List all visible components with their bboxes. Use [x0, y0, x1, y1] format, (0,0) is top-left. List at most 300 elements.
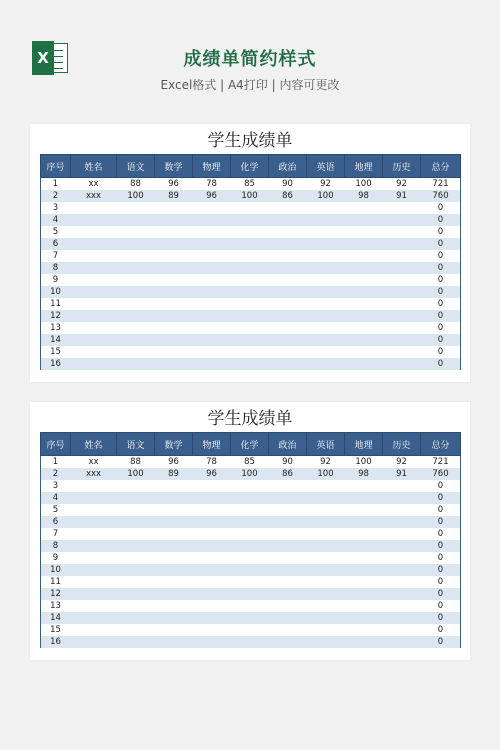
- table-cell[interactable]: [269, 540, 307, 552]
- table-cell[interactable]: [345, 624, 383, 636]
- table-cell[interactable]: [307, 552, 345, 564]
- table-cell[interactable]: [117, 298, 155, 310]
- table-cell[interactable]: [383, 504, 421, 516]
- table-cell[interactable]: [345, 600, 383, 612]
- table-cell[interactable]: 98: [345, 468, 383, 480]
- table-cell[interactable]: [193, 346, 231, 358]
- table-cell[interactable]: 0: [421, 492, 461, 504]
- table-cell[interactable]: [155, 202, 193, 214]
- table-cell[interactable]: [117, 214, 155, 226]
- table-cell[interactable]: [231, 516, 269, 528]
- table-cell[interactable]: 6: [41, 238, 71, 250]
- table-cell[interactable]: [383, 516, 421, 528]
- table-cell[interactable]: [307, 480, 345, 492]
- table-cell[interactable]: [345, 636, 383, 648]
- table-cell[interactable]: [307, 540, 345, 552]
- table-cell[interactable]: [117, 322, 155, 334]
- table-cell[interactable]: [117, 334, 155, 346]
- table-cell[interactable]: [231, 576, 269, 588]
- table-cell[interactable]: [117, 588, 155, 600]
- table-cell[interactable]: [71, 552, 117, 564]
- table-cell[interactable]: 0: [421, 552, 461, 564]
- table-cell[interactable]: 0: [421, 516, 461, 528]
- table-cell[interactable]: [71, 564, 117, 576]
- table-cell[interactable]: [345, 516, 383, 528]
- table-cell[interactable]: xx: [88, 179, 99, 189]
- table-cell[interactable]: [117, 624, 155, 636]
- table-cell[interactable]: [383, 334, 421, 346]
- table-cell[interactable]: [269, 576, 307, 588]
- table-cell[interactable]: [193, 528, 231, 540]
- table-cell[interactable]: [231, 588, 269, 600]
- table-cell[interactable]: 96: [168, 179, 179, 189]
- table-cell[interactable]: [345, 576, 383, 588]
- table-cell[interactable]: [155, 214, 193, 226]
- table-cell[interactable]: [155, 322, 193, 334]
- table-cell[interactable]: [117, 612, 155, 624]
- table-cell[interactable]: [231, 528, 269, 540]
- table-cell[interactable]: 5: [41, 226, 71, 238]
- table-cell[interactable]: 15: [41, 346, 71, 358]
- table-cell[interactable]: 6: [41, 516, 71, 528]
- table-cell[interactable]: 85: [244, 179, 255, 189]
- table-cell[interactable]: [71, 226, 117, 238]
- table-cell[interactable]: 0: [421, 636, 461, 648]
- table-cell[interactable]: [307, 528, 345, 540]
- table-cell[interactable]: [269, 624, 307, 636]
- table-cell[interactable]: [231, 358, 269, 370]
- table-cell[interactable]: 2: [41, 190, 71, 202]
- table-cell[interactable]: [71, 624, 117, 636]
- table-cell[interactable]: [345, 540, 383, 552]
- table-cell[interactable]: [269, 262, 307, 274]
- table-cell[interactable]: 1: [41, 178, 71, 191]
- table-cell[interactable]: [307, 612, 345, 624]
- table-cell[interactable]: 0: [421, 238, 461, 250]
- table-cell[interactable]: [193, 564, 231, 576]
- table-cell[interactable]: [117, 480, 155, 492]
- table-cell[interactable]: [117, 492, 155, 504]
- table-cell[interactable]: [383, 238, 421, 250]
- table-cell[interactable]: [193, 226, 231, 238]
- table-cell[interactable]: [307, 262, 345, 274]
- table-cell[interactable]: [231, 226, 269, 238]
- table-cell[interactable]: 0: [421, 504, 461, 516]
- table-cell[interactable]: [71, 310, 117, 322]
- table-cell[interactable]: [307, 504, 345, 516]
- table-cell[interactable]: [155, 564, 193, 576]
- table-cell[interactable]: [307, 492, 345, 504]
- table-cell[interactable]: [269, 564, 307, 576]
- table-cell[interactable]: [117, 226, 155, 238]
- table-cell[interactable]: [269, 528, 307, 540]
- table-cell[interactable]: 2: [41, 468, 71, 480]
- table-cell[interactable]: 0: [421, 202, 461, 214]
- table-cell[interactable]: 89: [155, 190, 193, 202]
- table-cell[interactable]: [383, 358, 421, 370]
- table-cell[interactable]: [71, 322, 117, 334]
- table-cell[interactable]: [71, 528, 117, 540]
- table-cell[interactable]: [193, 516, 231, 528]
- table-cell[interactable]: [383, 250, 421, 262]
- table-cell[interactable]: [269, 310, 307, 322]
- table-cell[interactable]: 10: [41, 286, 71, 298]
- table-cell[interactable]: [269, 298, 307, 310]
- table-cell[interactable]: 0: [421, 528, 461, 540]
- table-cell[interactable]: [345, 358, 383, 370]
- table-cell[interactable]: 760: [421, 468, 461, 480]
- table-cell[interactable]: [71, 636, 117, 648]
- table-cell[interactable]: [193, 214, 231, 226]
- table-cell[interactable]: 12: [41, 310, 71, 322]
- table-cell[interactable]: 721: [421, 178, 461, 191]
- table-cell[interactable]: 90: [282, 457, 293, 467]
- table-cell[interactable]: 760: [421, 190, 461, 202]
- table-cell[interactable]: [155, 346, 193, 358]
- table-cell[interactable]: [71, 238, 117, 250]
- table-cell[interactable]: [231, 334, 269, 346]
- table-cell[interactable]: [231, 274, 269, 286]
- table-cell[interactable]: [269, 588, 307, 600]
- table-cell[interactable]: [155, 636, 193, 648]
- table-cell[interactable]: [193, 624, 231, 636]
- table-cell[interactable]: 100: [231, 468, 269, 480]
- table-cell[interactable]: 4: [41, 214, 71, 226]
- table-cell[interactable]: [231, 250, 269, 262]
- table-cell[interactable]: [117, 250, 155, 262]
- table-cell[interactable]: [345, 492, 383, 504]
- table-cell[interactable]: [383, 624, 421, 636]
- table-cell[interactable]: [269, 202, 307, 214]
- table-cell[interactable]: [307, 274, 345, 286]
- table-cell[interactable]: 0: [421, 576, 461, 588]
- table-cell[interactable]: [345, 552, 383, 564]
- table-cell[interactable]: [193, 600, 231, 612]
- table-cell[interactable]: [193, 274, 231, 286]
- table-cell[interactable]: 0: [421, 624, 461, 636]
- table-cell[interactable]: [383, 636, 421, 648]
- table-cell[interactable]: [307, 322, 345, 334]
- table-cell[interactable]: 5: [41, 504, 71, 516]
- table-cell[interactable]: [231, 564, 269, 576]
- table-cell[interactable]: [383, 612, 421, 624]
- table-cell[interactable]: [71, 262, 117, 274]
- table-cell[interactable]: [345, 262, 383, 274]
- table-cell[interactable]: 0: [421, 564, 461, 576]
- table-cell[interactable]: 78: [206, 179, 217, 189]
- table-cell[interactable]: [193, 492, 231, 504]
- table-cell[interactable]: 12: [41, 588, 71, 600]
- table-cell[interactable]: [71, 612, 117, 624]
- table-cell[interactable]: [307, 346, 345, 358]
- table-cell[interactable]: 0: [421, 588, 461, 600]
- table-cell[interactable]: [155, 480, 193, 492]
- table-cell[interactable]: [231, 202, 269, 214]
- table-cell[interactable]: 100: [231, 190, 269, 202]
- table-cell[interactable]: [383, 564, 421, 576]
- table-cell[interactable]: 92: [320, 179, 331, 189]
- table-cell[interactable]: [155, 492, 193, 504]
- table-cell[interactable]: [383, 214, 421, 226]
- table-cell[interactable]: [155, 600, 193, 612]
- table-cell[interactable]: [155, 576, 193, 588]
- table-cell[interactable]: [155, 238, 193, 250]
- table-cell[interactable]: 100: [117, 468, 155, 480]
- table-cell[interactable]: [117, 286, 155, 298]
- table-cell[interactable]: [383, 262, 421, 274]
- table-cell[interactable]: 90: [282, 179, 293, 189]
- table-cell[interactable]: [117, 564, 155, 576]
- table-cell[interactable]: [383, 528, 421, 540]
- table-cell[interactable]: [383, 274, 421, 286]
- table-cell[interactable]: [71, 504, 117, 516]
- table-cell[interactable]: [71, 600, 117, 612]
- table-cell[interactable]: [71, 480, 117, 492]
- table-cell[interactable]: [117, 504, 155, 516]
- table-cell[interactable]: 0: [421, 540, 461, 552]
- table-cell[interactable]: [155, 504, 193, 516]
- table-cell[interactable]: [269, 346, 307, 358]
- table-cell[interactable]: 13: [41, 322, 71, 334]
- table-cell[interactable]: [193, 588, 231, 600]
- table-cell[interactable]: [383, 346, 421, 358]
- table-cell[interactable]: 78: [206, 457, 217, 467]
- table-cell[interactable]: [117, 274, 155, 286]
- table-cell[interactable]: [231, 600, 269, 612]
- table-cell[interactable]: [117, 576, 155, 588]
- table-cell[interactable]: [193, 612, 231, 624]
- table-cell[interactable]: [307, 624, 345, 636]
- table-cell[interactable]: [345, 504, 383, 516]
- table-cell[interactable]: 3: [41, 202, 71, 214]
- table-cell[interactable]: [383, 600, 421, 612]
- table-cell[interactable]: [383, 322, 421, 334]
- table-cell[interactable]: [193, 250, 231, 262]
- table-cell[interactable]: [193, 636, 231, 648]
- table-cell[interactable]: [269, 358, 307, 370]
- table-cell[interactable]: [269, 600, 307, 612]
- table-cell[interactable]: 13: [41, 600, 71, 612]
- table-cell[interactable]: xxx: [71, 468, 117, 480]
- table-cell[interactable]: [117, 202, 155, 214]
- table-cell[interactable]: 100: [307, 190, 345, 202]
- table-cell[interactable]: [383, 202, 421, 214]
- table-cell[interactable]: 0: [421, 358, 461, 370]
- table-cell[interactable]: [345, 226, 383, 238]
- table-cell[interactable]: [117, 540, 155, 552]
- table-cell[interactable]: xx: [88, 457, 99, 467]
- table-cell[interactable]: [231, 238, 269, 250]
- table-cell[interactable]: 89: [155, 468, 193, 480]
- table-cell[interactable]: [231, 624, 269, 636]
- table-cell[interactable]: 100: [355, 179, 372, 189]
- table-cell[interactable]: [231, 262, 269, 274]
- table-cell[interactable]: 91: [383, 190, 421, 202]
- table-cell[interactable]: 88: [130, 457, 141, 467]
- table-cell[interactable]: [231, 612, 269, 624]
- table-cell[interactable]: [307, 516, 345, 528]
- table-cell[interactable]: 11: [41, 298, 71, 310]
- table-cell[interactable]: [345, 214, 383, 226]
- table-cell[interactable]: [345, 250, 383, 262]
- table-cell[interactable]: 9: [41, 274, 71, 286]
- table-cell[interactable]: 88: [130, 179, 141, 189]
- table-cell[interactable]: [307, 226, 345, 238]
- table-cell[interactable]: [383, 576, 421, 588]
- table-cell[interactable]: 86: [269, 468, 307, 480]
- table-cell[interactable]: [117, 358, 155, 370]
- table-cell[interactable]: 92: [396, 457, 407, 467]
- table-cell[interactable]: [307, 600, 345, 612]
- table-cell[interactable]: [117, 262, 155, 274]
- table-cell[interactable]: [71, 588, 117, 600]
- table-cell[interactable]: [193, 504, 231, 516]
- table-cell[interactable]: 85: [244, 457, 255, 467]
- table-cell[interactable]: [193, 552, 231, 564]
- table-cell[interactable]: 0: [421, 480, 461, 492]
- table-cell[interactable]: [117, 516, 155, 528]
- table-cell[interactable]: 15: [41, 624, 71, 636]
- table-cell[interactable]: [307, 238, 345, 250]
- table-cell[interactable]: [155, 226, 193, 238]
- table-cell[interactable]: [269, 516, 307, 528]
- table-cell[interactable]: 0: [421, 274, 461, 286]
- table-cell[interactable]: [71, 298, 117, 310]
- table-cell[interactable]: 9: [41, 552, 71, 564]
- table-cell[interactable]: [383, 298, 421, 310]
- table-cell[interactable]: [155, 624, 193, 636]
- table-cell[interactable]: [71, 540, 117, 552]
- table-cell[interactable]: [155, 516, 193, 528]
- table-cell[interactable]: [193, 540, 231, 552]
- table-cell[interactable]: 3: [41, 480, 71, 492]
- table-cell[interactable]: [117, 552, 155, 564]
- table-cell[interactable]: 86: [269, 190, 307, 202]
- table-cell[interactable]: [193, 322, 231, 334]
- table-cell[interactable]: [193, 286, 231, 298]
- table-cell[interactable]: 11: [41, 576, 71, 588]
- table-cell[interactable]: [71, 274, 117, 286]
- table-cell[interactable]: [193, 262, 231, 274]
- table-cell[interactable]: 0: [421, 600, 461, 612]
- table-cell[interactable]: 0: [421, 310, 461, 322]
- table-cell[interactable]: [383, 552, 421, 564]
- table-cell[interactable]: 8: [41, 540, 71, 552]
- table-cell[interactable]: [269, 552, 307, 564]
- table-cell[interactable]: [269, 492, 307, 504]
- table-cell[interactable]: [231, 298, 269, 310]
- table-cell[interactable]: 100: [355, 457, 372, 467]
- table-cell[interactable]: 7: [41, 528, 71, 540]
- table-cell[interactable]: 7: [41, 250, 71, 262]
- table-cell[interactable]: [307, 588, 345, 600]
- table-cell[interactable]: [383, 226, 421, 238]
- table-cell[interactable]: [269, 334, 307, 346]
- table-cell[interactable]: [231, 480, 269, 492]
- table-cell[interactable]: 0: [421, 298, 461, 310]
- table-cell[interactable]: 721: [421, 456, 461, 469]
- table-cell[interactable]: [307, 576, 345, 588]
- table-cell[interactable]: [231, 214, 269, 226]
- table-cell[interactable]: [193, 358, 231, 370]
- table-cell[interactable]: [117, 238, 155, 250]
- table-cell[interactable]: [345, 564, 383, 576]
- table-cell[interactable]: [269, 480, 307, 492]
- table-cell[interactable]: [269, 226, 307, 238]
- table-cell[interactable]: 0: [421, 214, 461, 226]
- table-cell[interactable]: [345, 202, 383, 214]
- table-cell[interactable]: 0: [421, 334, 461, 346]
- table-cell[interactable]: [307, 564, 345, 576]
- table-cell[interactable]: [383, 286, 421, 298]
- table-cell[interactable]: [71, 334, 117, 346]
- table-cell[interactable]: [269, 612, 307, 624]
- table-cell[interactable]: [345, 238, 383, 250]
- table-cell[interactable]: [383, 310, 421, 322]
- table-cell[interactable]: 92: [320, 457, 331, 467]
- table-cell[interactable]: 0: [421, 262, 461, 274]
- table-cell[interactable]: [307, 310, 345, 322]
- table-cell[interactable]: [71, 492, 117, 504]
- table-cell[interactable]: [231, 286, 269, 298]
- table-cell[interactable]: [71, 346, 117, 358]
- table-cell[interactable]: 0: [421, 250, 461, 262]
- table-cell[interactable]: 16: [41, 358, 71, 370]
- table-cell[interactable]: [307, 250, 345, 262]
- table-cell[interactable]: [345, 480, 383, 492]
- table-cell[interactable]: [193, 310, 231, 322]
- table-cell[interactable]: [307, 286, 345, 298]
- table-cell[interactable]: [193, 480, 231, 492]
- table-cell[interactable]: 8: [41, 262, 71, 274]
- table-cell[interactable]: [307, 358, 345, 370]
- table-cell[interactable]: [71, 286, 117, 298]
- table-cell[interactable]: [193, 334, 231, 346]
- table-cell[interactable]: [307, 298, 345, 310]
- table-cell[interactable]: 0: [421, 346, 461, 358]
- table-cell[interactable]: [155, 286, 193, 298]
- table-cell[interactable]: 0: [421, 286, 461, 298]
- table-cell[interactable]: [345, 274, 383, 286]
- table-cell[interactable]: 1: [41, 456, 71, 469]
- table-cell[interactable]: [307, 202, 345, 214]
- table-cell[interactable]: 96: [193, 190, 231, 202]
- table-cell[interactable]: [155, 552, 193, 564]
- table-cell[interactable]: 98: [345, 190, 383, 202]
- table-cell[interactable]: [71, 202, 117, 214]
- table-cell[interactable]: 92: [396, 179, 407, 189]
- table-cell[interactable]: [345, 310, 383, 322]
- table-cell[interactable]: [155, 310, 193, 322]
- table-cell[interactable]: [383, 588, 421, 600]
- table-cell[interactable]: 4: [41, 492, 71, 504]
- table-cell[interactable]: [193, 298, 231, 310]
- table-cell[interactable]: [345, 322, 383, 334]
- table-cell[interactable]: 96: [168, 457, 179, 467]
- table-cell[interactable]: [345, 286, 383, 298]
- table-cell[interactable]: [155, 262, 193, 274]
- table-cell[interactable]: [71, 576, 117, 588]
- table-cell[interactable]: [269, 214, 307, 226]
- table-cell[interactable]: [193, 576, 231, 588]
- table-cell[interactable]: [231, 504, 269, 516]
- table-cell[interactable]: [193, 238, 231, 250]
- table-cell[interactable]: [231, 346, 269, 358]
- table-cell[interactable]: 14: [41, 334, 71, 346]
- table-cell[interactable]: [269, 322, 307, 334]
- table-cell[interactable]: [383, 540, 421, 552]
- table-cell[interactable]: [269, 250, 307, 262]
